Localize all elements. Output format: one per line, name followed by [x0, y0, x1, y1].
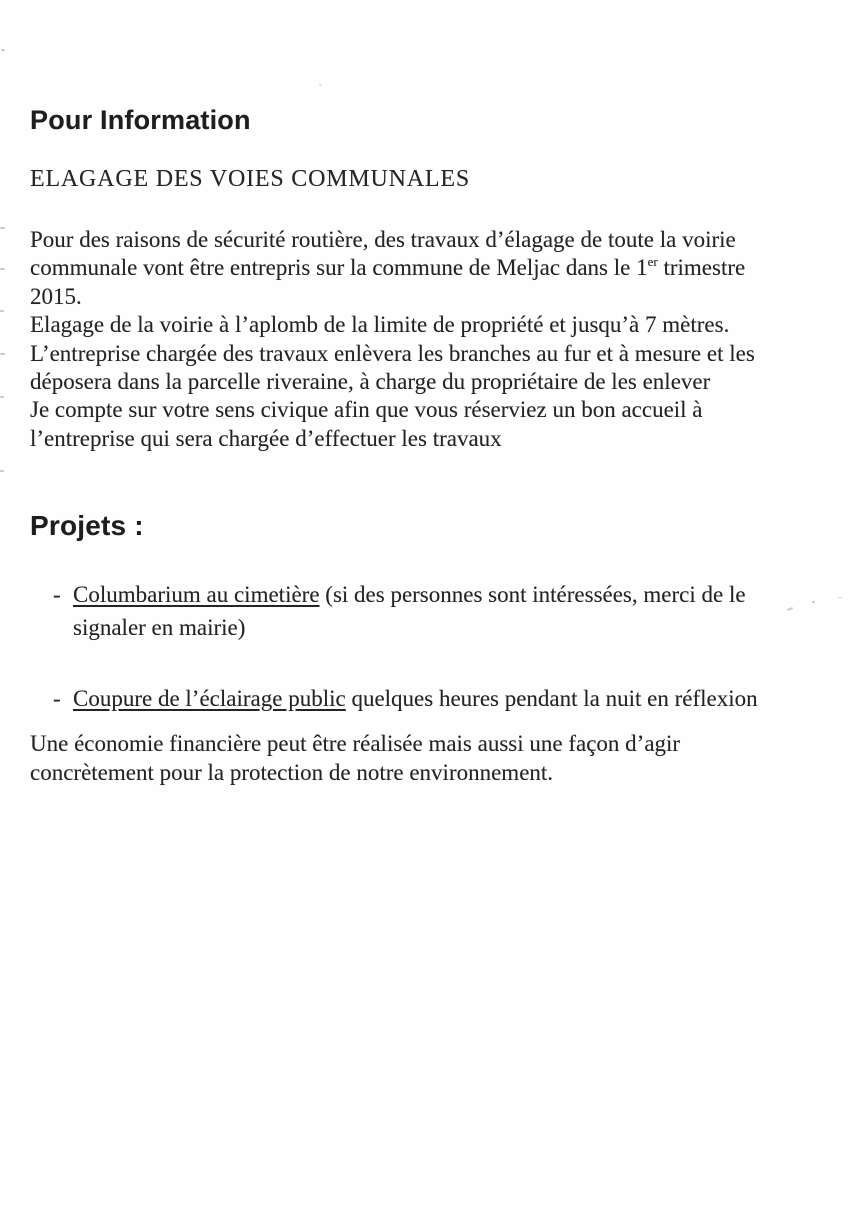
project-detail-line2: signaler en mairie) — [73, 615, 246, 640]
project-text — [73, 578, 856, 644]
text-line: 2015. — [30, 283, 82, 309]
scan-artifact — [1, 49, 5, 51]
project-text — [73, 682, 856, 715]
info-heading: Pour Information — [30, 105, 251, 135]
scan-artifact — [0, 396, 4, 398]
project-title-underlined: Coupure de l’éclairage public — [73, 686, 346, 711]
project-item-columbarium — [0, 578, 856, 644]
text-line: déposera dans la parcelle riveraine, à charge du propriétaire de les enlever — [30, 369, 711, 395]
scan-artifact — [838, 597, 842, 598]
project-title-underlined: Columbarium au cimetière — [73, 582, 320, 607]
project-item-eclairage — [0, 682, 856, 715]
text-line: Une économie financière peut être réalisée mais aussi une façon d’agir — [30, 731, 681, 756]
scan-artifact — [0, 268, 5, 270]
project-detail: quelques heures pendant la nuit en réflexion — [345, 686, 758, 711]
text-line: l’entreprise qui sera chargée d’effectuer les travaux — [30, 425, 502, 451]
intro-paragraph — [30, 226, 830, 453]
projects-heading: Projets : — [30, 510, 144, 541]
subject-line: ELAGAGE DES VOIES COMMUNALES — [30, 166, 470, 192]
scan-artifact — [0, 227, 5, 229]
text-line: L’entreprise chargée des travaux enlèvera les branches au fur et à mesure et les — [30, 340, 755, 366]
project-detail: (si des personnes sont intéressées, merci de le — [319, 582, 746, 607]
scan-artifact — [812, 601, 815, 603]
text-line: Je compte sur votre sens civique afin que vous réserviez un bon accueil à — [30, 397, 703, 423]
scan-artifact — [0, 353, 5, 355]
scan-artifact — [0, 310, 4, 312]
closing-paragraph — [30, 730, 830, 787]
scan-artifact — [319, 84, 322, 86]
text-line: Pour des raisons de sécurité routière, des travaux d’élagage de toute la voirie — [30, 227, 736, 252]
bullet-dash: - — [53, 686, 61, 711]
bullet-dash: - — [53, 582, 61, 607]
scan-artifact — [0, 470, 4, 472]
project-list — [0, 578, 856, 715]
text-line: Elagage de la voirie à l’aplomb de la limite de propriété et jusqu’à 7 mètres. — [30, 312, 730, 338]
text-line: communale vont être entrepris sur la commune de Meljac dans le 1er trimestre — [30, 254, 746, 281]
ordinal-superscript: er — [647, 254, 658, 270]
text-line: concrètement pour la protection de notre environnement. — [30, 759, 554, 785]
